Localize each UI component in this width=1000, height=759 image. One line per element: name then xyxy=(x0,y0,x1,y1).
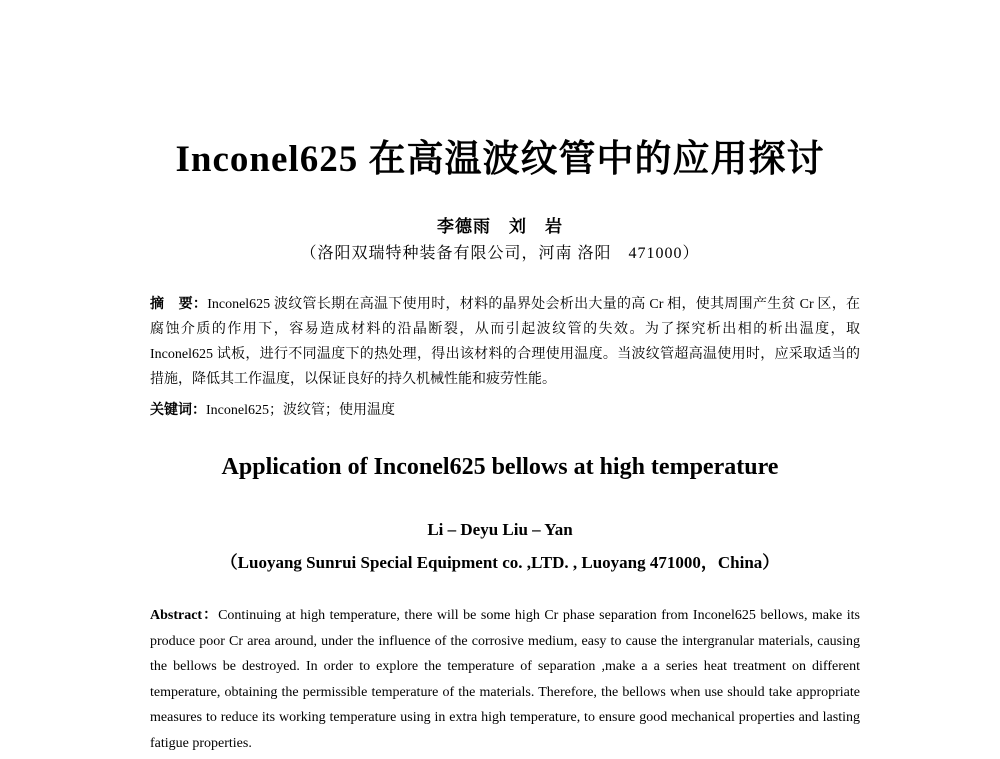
chinese-abstract-label: 摘 要： xyxy=(150,297,208,312)
chinese-authors: 李德雨 刘 岩 xyxy=(437,217,563,236)
english-abstract-label: Abstract： xyxy=(150,608,219,623)
chinese-keywords xyxy=(150,398,860,423)
chinese-abstract xyxy=(150,292,860,392)
chinese-affiliation: （洛阳双瑞特种装备有限公司，河南 洛阳 471000） xyxy=(300,245,700,262)
english-abstract-text: Continuing at high temperature, there will be some high Cr phase separation from Inconel625 bellows, make its produce poor Cr area around, under the influence of the corrosive medium, easy to cause the intergranular materials, causing the bellows be destroyed. In order to explore the temperature of separation ,make a a series heat treatment on different temperature, obtaining the permissible temperature of the materials. Therefore, the bellows when use should take appropriate measures to reduce its working temperature using in extra high temperature, to ensure good mechanical properties and lasting fatigue properties. xyxy=(150,608,860,751)
english-authors: Li – Deyu Liu – Yan xyxy=(427,520,573,539)
chinese-title: Inconel625 在高温波纹管中的应用探讨 xyxy=(175,139,825,180)
chinese-abstract-text: Inconel625 波纹管长期在高温下使用时，材料的晶界处会析出大量的高 Cr 相，使其周围产生贫 Cr 区，在腐蚀介质的作用下，容易造成材料的沿晶断裂，从而引起波纹管的失效。为了探究析出相的析出温度，取 Inconel625 试板，进行不同温度下的热处理，得出该材料的合理使用温度。当波纹管超高温使用时，应采取适当的措施，降低其工作温度，以保证良好的持久机械性能和疲劳性能。 xyxy=(150,297,861,387)
english-abstract xyxy=(150,603,860,756)
english-title: Application of Inconel625 bellows at high temperature xyxy=(221,454,779,480)
chinese-keywords-label: 关键词： xyxy=(150,403,206,418)
chinese-keywords-text: Inconel625；波纹管；使用温度 xyxy=(206,403,395,418)
english-affiliation: （Luoyang Sunrui Special Equipment co. ,LTD. , Luoyang 471000，China） xyxy=(220,553,780,572)
